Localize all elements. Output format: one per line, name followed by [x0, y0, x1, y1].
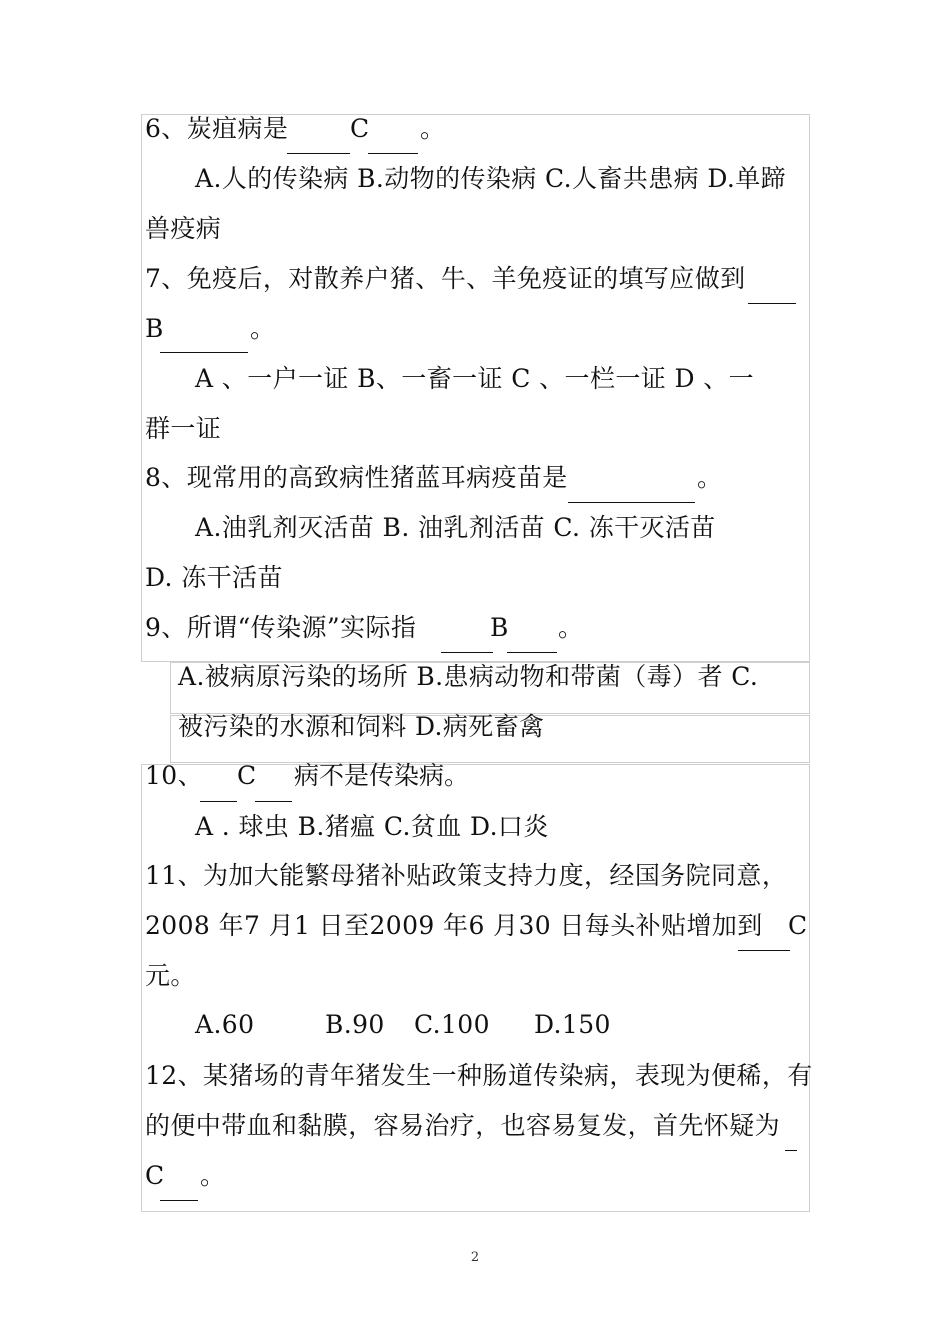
q10-blank-1	[200, 801, 237, 802]
q8-options-1: A.油乳剂灭活苗 B. 油乳剂活苗 C. 冻干灭活苗	[195, 513, 716, 542]
q6-end: 。	[420, 114, 446, 143]
q8-options-2: D. 冻干活苗	[145, 563, 283, 592]
q12-blank-2	[160, 1200, 198, 1201]
q12-end: 。	[200, 1161, 226, 1190]
q6-blank-2	[368, 153, 418, 154]
q8-stem: 8、现常用的高致病性猪蓝耳病疫苗是	[145, 463, 568, 492]
q7-blank-2	[160, 352, 248, 353]
q7-options-1: A 、一户一证 B、一畜一证 C 、一栏一证 D 、一	[195, 364, 755, 393]
q11-line-2: 2008 年7 月1 日至2009 年6 月30 日每头补贴增加到	[145, 911, 763, 940]
q11-answer: C	[788, 911, 808, 940]
q7-blank-1	[748, 303, 796, 304]
q7-answer: B	[145, 314, 164, 343]
q9-end: 。	[558, 613, 584, 642]
q12-blank-1	[785, 1150, 797, 1151]
q9-options-2: 被污染的水源和饲料 D.病死畜禽	[178, 712, 545, 741]
q6-stem: 6、炭疽病是	[145, 114, 289, 143]
q9-answer: B	[490, 613, 509, 642]
q11-line-3: 元。	[145, 961, 196, 990]
q10-blank-2	[255, 801, 292, 802]
q11-line-1: 11、为加大能繁母猪补贴政策支持力度，经国务院同意，	[145, 861, 788, 890]
q11-blank	[738, 950, 790, 951]
q7-end: 。	[250, 314, 276, 343]
q9-options-1: A.被病原污染的场所 B.患病动物和带菌（毒）者 C.	[178, 662, 759, 691]
q6-options-2: 兽疫病	[145, 214, 222, 243]
q10-options: A . 球虫 B.猪瘟 C.贫血 D.口炎	[195, 812, 549, 841]
q11-option-c: C.100	[414, 1010, 490, 1039]
q12-answer: C	[145, 1161, 165, 1190]
q12-line-1: 12、某猪场的青年猪发生一种肠道传染病，表现为便稀，有	[145, 1061, 813, 1090]
q6-options-1: A.人的传染病 B.动物的传染病 C.人畜共患病 D.单蹄	[195, 164, 787, 193]
q10-answer: C	[237, 761, 257, 790]
q10-rest: 病不是传染病。	[294, 761, 470, 790]
q7-options-2: 群一证	[145, 414, 222, 443]
q10-stem: 10、	[145, 761, 204, 790]
q6-answer: C	[350, 114, 370, 143]
q6-blank-1	[287, 153, 350, 154]
q11-option-b: B.90	[325, 1010, 385, 1039]
q12-line-2: 的便中带血和黏膜，容易治疗，也容易复发，首先怀疑为	[145, 1111, 781, 1140]
q11-option-d: D.150	[534, 1010, 611, 1039]
q9-blank-2	[507, 652, 557, 653]
q8-end: 。	[697, 463, 723, 492]
q11-option-a: A.60	[195, 1010, 255, 1039]
q8-blank	[568, 502, 695, 503]
q7-stem: 7、免疫后，对散养户猪、牛、羊免疫证的填写应做到	[145, 264, 746, 293]
q9-blank-1	[441, 652, 493, 653]
page-number: 2	[470, 1250, 480, 1265]
q9-stem: 9、所谓“传染源”实际指	[145, 613, 417, 642]
